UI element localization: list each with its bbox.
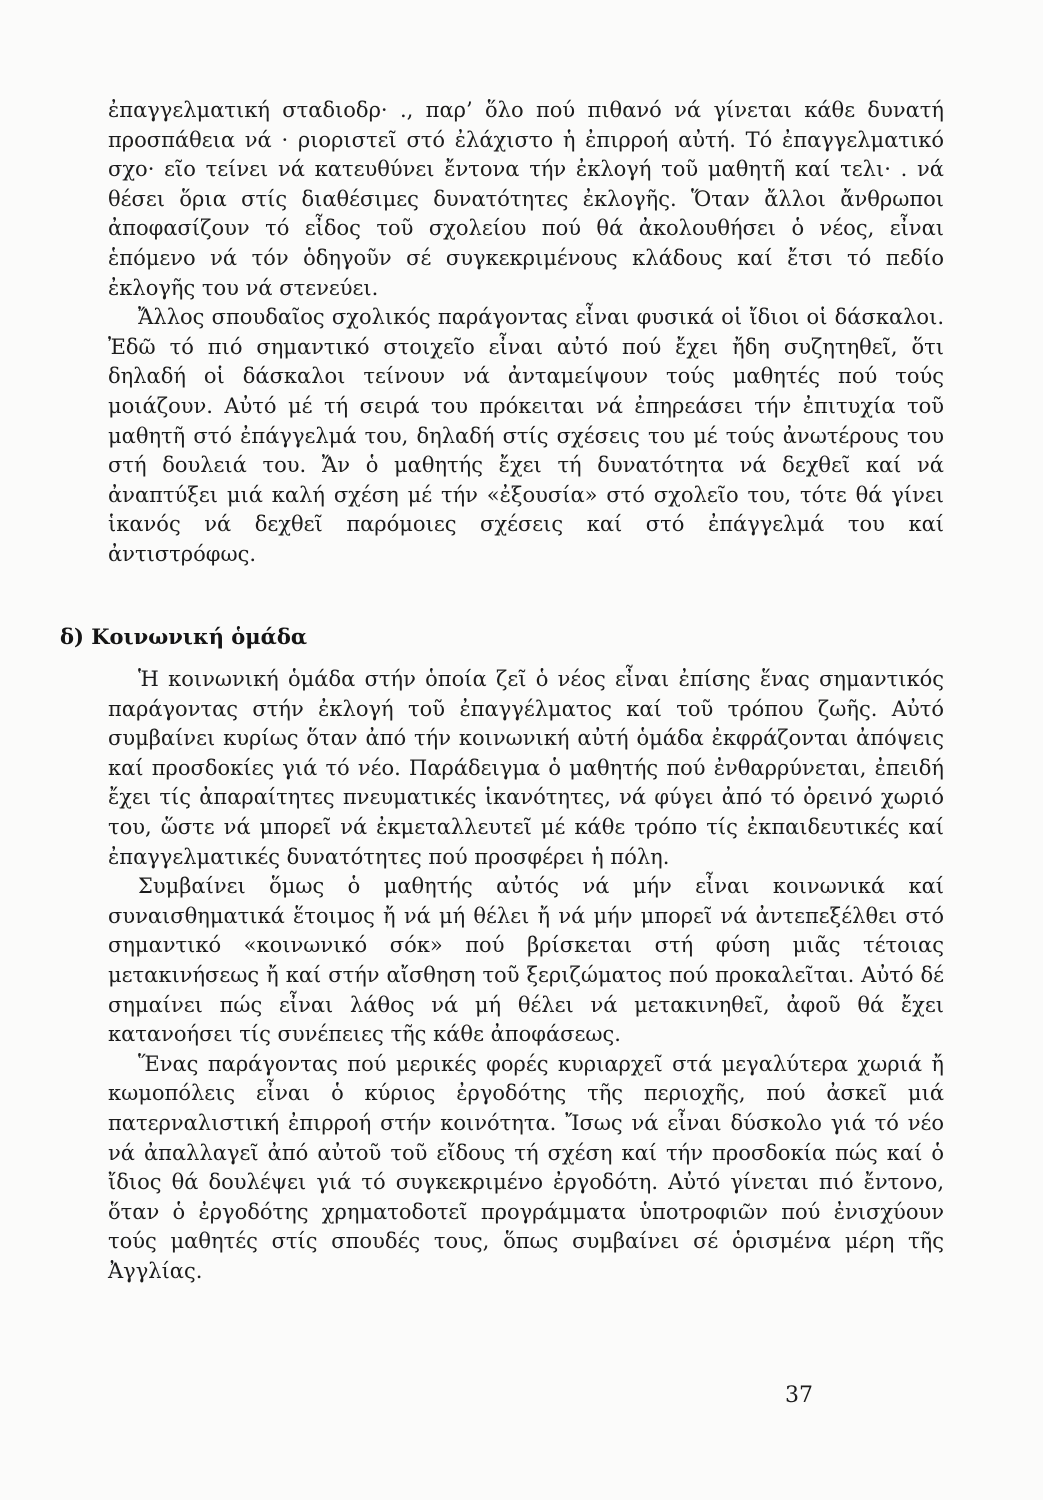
section-heading: δ) Κοινωνική ὁμάδα <box>60 624 307 649</box>
top-text-section <box>108 96 944 570</box>
page-number: 37 <box>785 1383 813 1408</box>
bottom-text-section <box>108 665 944 1286</box>
paragraph-teachers: Ἄλλος σπουδαῖος σχολικός παράγοντας εἶναι φυσικά οἱ ἴδιοι οἱ δάσκαλοι. Ἐδῶ τό πιό σημαντικό στοιχεῖο εἶναι αὐτό πού ἔχει ἤδη συζητηθεῖ, ὅτι δηλαδή οἱ δάσκαλοι τείνουν νά ἀνταμείψουν τούς μαθητές πού τούς μοιάζουν. Αὐτό μέ τή σειρά του πρόκειται νά ἐπηρεάσει τήν ἐπιτυχία τοῦ μαθητῆ στό ἐπάγγελμά του, δηλαδή στίς σχέσεις του μέ τούς ἀνωτέρους του στή δουλειά του. Ἄν ὁ μαθητής ἔχει τή δυνατότητα νά δεχθεῖ καί νά ἀναπτύξει μιά καλή σχέση μέ τήν «ἐξουσία» στό σχολεῖο του, τότε θά γίνει ἱκανός νά δεχθεῖ παρόμοιες σχέσεις καί στό ἐπάγγελμά του καί ἀντιστρόφως. <box>108 305 944 566</box>
paragraph-social-shock: Συμβαίνει ὅμως ὁ μαθητής αὐτός νά μήν εἶναι κοινωνικά καί συναισθηματικά ἕτοιμος ἤ νά μή θέλει ἤ νά μήν μπορεῖ νά ἀντεπεξέλθει στό σημαντικό «κοινωνικό σόκ» πού βρίσκεται στή φύση μιᾶς τέτοιας μετακινήσεως ἤ καί στήν αἴσθηση τοῦ ξεριζώματος πού προκαλεῖται. Αὐτό δέ σημαίνει πώς εἶναι λάθος νά μή θέλει νά μετακινηθεῖ, ἀφοῦ θά ἔχει κατανοήσει τίς συνέπειες τῆς κάθε ἀποφάσεως. <box>108 874 944 1047</box>
paragraph-social-group: Ἡ κοινωνική ὁμάδα στήν ὁποία ζεῖ ὁ νέος εἶναι ἐπίσης ἕνας σημαντικός παράγοντας στήν ἐκλογή τοῦ ἐπαγγέλματος καί τοῦ τρόπου ζωῆς. Αὐτό συμβαίνει κυρίως ὅταν ἀπό τήν κοινωνική αὐτή ὁμάδα ἐκφράζονται ἀπόψεις καί προσδοκίες γιά τό νέο. Παράδειγμα ὁ μαθητής πού ἐνθαρρύνεται, ἐπειδή ἔχει τίς ἀπαραίτητες πνευματικές ἱκανότητες, νά φύγει ἀπό τό ὀρεινό χωριό του, ὥστε νά μπορεῖ νά ἐκμεταλλευτεῖ μέ κάθε τρόπο τίς ἐκπαιδευτικές καί ἐπαγγελματικές δυνατότητες πού προσφέρει ἡ πόλη. <box>108 667 944 869</box>
paragraph-employer: Ἕνας παράγοντας πού μερικές φορές κυριαρχεῖ στά μεγαλύτερα χωριά ἤ κωμοπόλεις εἶναι ὁ κύριος ἐργοδότης τῆς περιοχῆς, πού ἀσκεῖ μιά πατερναλιστική ἐπιρροή στήν κοινότητα. Ἴσως νά εἶναι δύσκολο γιά τό νέο νά ἀπαλλαγεῖ ἀπό αὐτοῦ τοῦ εἴδους τή σχέση καί τήν προσδοκία πώς καί ὁ ἴδιος θά δουλέψει γιά τό συγκεκριμένο ἐργοδότη. Αὐτό γίνεται πιό ἔντονο, ὅταν ὁ ἐργοδότης χρηματοδοτεῖ προγράμματα ὑποτροφιῶν πού ἐνισχύουν τούς μαθητές στίς σπουδές τους, ὅπως συμβαίνει σέ ὁρισμένα μέρη τῆς Ἀγγλίας. <box>108 1051 944 1283</box>
paragraph-career-path: ἐπαγγελματική σταδιοδρ· ., παρ’ ὅλο πού πιθανό νά γίνεται κάθε δυνατή προσπάθεια νά · ριοριστεῖ στό ἐλάχιστο ἡ ἐπιρροή αὐτή. Τό ἐπαγγελματικό σχο· εῖο τείνει νά κατευθύνει ἔντονα τήν ἐκλογή τοῦ μαθητῆ καί τελι· . νά θέσει ὅρια στίς διαθέσιμες δυνατότητες ἐκλογῆς. Ὅταν ἄλλοι ἄνθρωποι ἀποφασίζουν τό εἶδος τοῦ σχολείου πού θά ἀκολουθήσει ὁ νέος, εἶναι ἑπόμενο νά τόν ὁδηγοῦν σέ συγκεκριμένους κλάδους καί ἔτσι τό πεδίο ἐκλογῆς του νά στενεύει. <box>108 98 944 300</box>
